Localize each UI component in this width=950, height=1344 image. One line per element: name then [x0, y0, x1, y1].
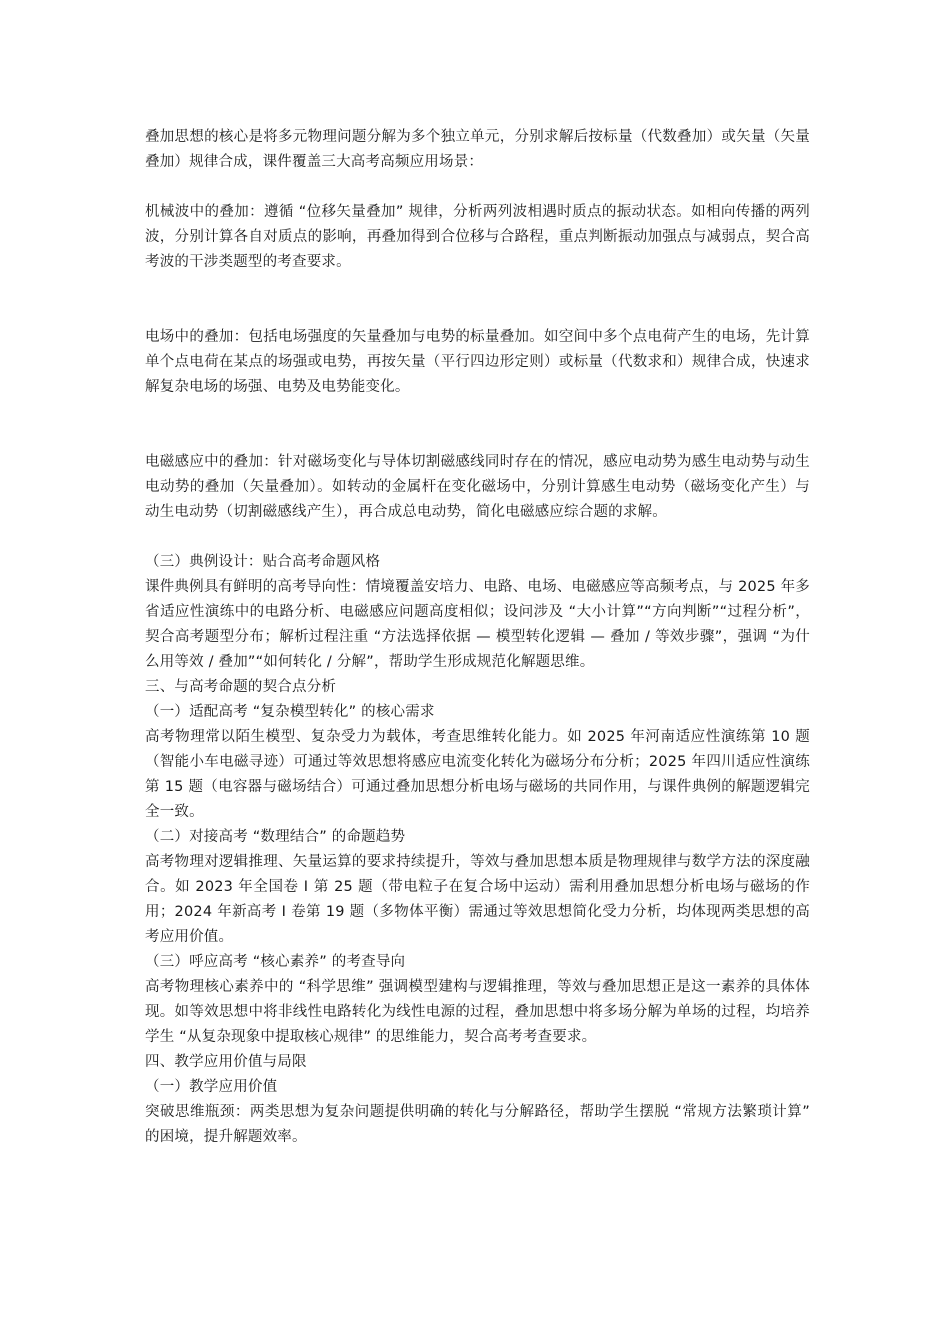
paragraph-math-physics: 高考物理对逻辑推理、矢量运算的要求持续提升，等效与叠加思想本质是物理规律与数学方法的深度融合。如 2023 年全国卷 Ⅰ 第 25 题（带电粒子在复合场中运动）需利用叠加思想分析电场与磁场的作用；2024 年新高考 Ⅰ 卷第 19 题（多物体平衡）需通过等效思想简化受力分析，均体现两类思想的高考应用价值。	[145, 854, 810, 945]
paragraph-electric-field: 电场中的叠加：包括电场强度的矢量叠加与电势的标量叠加。如空间中多个点电荷产生的电场，先计算单个点电荷在某点的场强或电势，再按矢量（平行四边形定则）或标量（代数求和）规律合成，快速求解复杂电场的场强、电势及电势能变化。	[145, 329, 810, 395]
heading-model-conversion: （一）适配高考 “复杂模型转化” 的核心需求	[145, 704, 435, 720]
heading-teaching-value: （一）教学应用价值	[145, 1079, 278, 1095]
heading-section-3: 三、与高考命题的契合点分析	[145, 679, 337, 695]
heading-math-physics: （二）对接高考 “数理结合” 的命题趋势	[145, 829, 406, 845]
paragraph-core-literacy: 高考物理核心素养中的 “科学思维” 强调模型建构与逻辑推理，等效与叠加思想正是这一素养的具体体现。如等效思想中将非线性电路转化为线性电源的过程，叠加思想中将多场分解为单场的过程，均培养学生 “从复杂现象中提取核心规律” 的思维能力，契合高考考查要求。	[145, 979, 810, 1045]
heading-core-literacy: （三）呼应高考 “核心素养” 的考查导向	[145, 954, 406, 970]
heading-example-design: （三）典例设计：贴合高考命题风格	[145, 554, 381, 570]
paragraph-mechanical-wave: 机械波中的叠加：遵循 “位移矢量叠加” 规律，分析两列波相遇时质点的振动状态。如相向传播的两列波，分别计算各自对质点的影响，再叠加得到合位移与合路程，重点判断振动加强点与减弱点，契合高考波的干涉类题型的考查要求。	[145, 204, 810, 270]
paragraph-electromagnetic-induction: 电磁感应中的叠加：针对磁场变化与导体切割磁感线同时存在的情况，感应电动势为感生电动势与动生电动势的叠加（矢量叠加）。如转动的金属杆在变化磁场中，分别计算感生电动势（磁场变化产生）与动生电动势（切割磁感线产生），再合成总电动势，简化电磁感应综合题的求解。	[145, 454, 810, 520]
paragraph-example-design: 课件典例具有鲜明的高考导向性：情境覆盖安培力、电路、电场、电磁感应等高频考点，与 2025 年多省适应性演练中的电路分析、电磁感应问题高度相似；设问涉及 “大小计算”“方向判断”“过程分析”，契合高考题型分布；解析过程注重 “方法选择依据 — 模型转化逻辑 — 叠加 / 等效步骤”，强调 “为什么用等效 / 叠加”“如何转化 / 分解”，帮助学生形成规范化解题思维。	[145, 579, 810, 670]
paragraph-model-conversion: 高考物理常以陌生模型、复杂受力为载体，考查思维转化能力。如 2025 年河南适应性演练第 10 题（智能小车电磁寻迹）可通过等效思想将感应电流变化转化为磁场分布分析；2025 年四川适应性演练第 15 题（电容器与磁场结合）可通过叠加思想分析电场与磁场的共同作用，与课件典例的解题逻辑完全一致。	[145, 729, 810, 820]
heading-section-4: 四、教学应用价值与局限	[145, 1054, 307, 1070]
document-body	[145, 125, 810, 1150]
paragraph-superposition-core: 叠加思想的核心是将多元物理问题分解为多个独立单元，分别求解后按标量（代数叠加）或矢量（矢量叠加）规律合成，课件覆盖三大高考高频应用场景：	[145, 129, 810, 170]
paragraph-teaching-value: 突破思维瓶颈：两类思想为复杂问题提供明确的转化与分解路径，帮助学生摆脱 “常规方法繁琐计算” 的困境，提升解题效率。	[145, 1104, 810, 1145]
